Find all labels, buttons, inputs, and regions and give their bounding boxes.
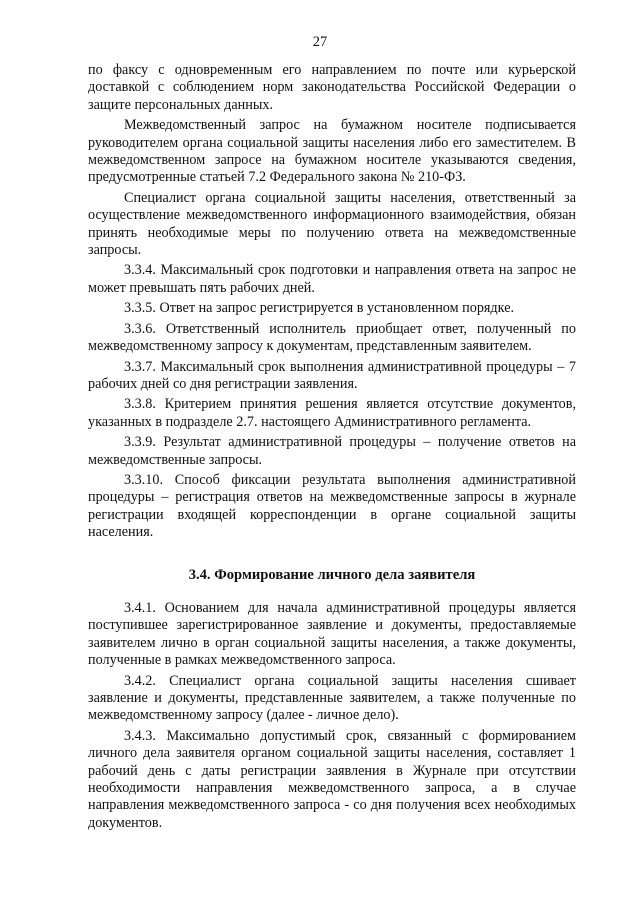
paragraph: по факсу с одновременным его направлением по почте или курьерской доставкой с соблюдением норм законодательства Российской Федерации о защите персональных данных. <box>88 62 576 113</box>
body-text-bottom <box>88 600 576 835</box>
paragraph-3-3-9: 3.3.9. Результат административной процедуры – получение ответов на межведомственные запросы. <box>88 434 576 468</box>
page-number: 27 <box>312 34 328 50</box>
section-title: 3.4. Формирование личного дела заявителя <box>188 567 476 583</box>
paragraph-3-3-5: 3.3.5. Ответ на запрос регистрируется в установленном порядке. <box>124 300 515 317</box>
paragraph-3-3-7: 3.3.7. Максимальный срок выполнения административной процедуры – 7 рабочих дней со дня регистрации заявления. <box>88 358 576 392</box>
paragraph-3-3-8: 3.3.8. Критерием принятия решения является отсутствие документов, указанных в подразделе 2.7. настоящего Административного регламента. <box>88 396 576 430</box>
paragraph-3-3-6: 3.3.6. Ответственный исполнитель приобщает ответ, полученный по межведомственному запросу к документам, представленным заявителем. <box>88 320 576 355</box>
paragraph-3-3-4: 3.3.4. Максимальный срок подготовки и направления ответа на запрос не может превышать пять рабочих дней. <box>88 262 576 296</box>
paragraph-3-4-1: 3.4.1. Основанием для начала административной процедуры является поступившее зарегистрированное заявление и документы, предоставляемые заявителем лично в орган социальной защиты населения, а также документы, полученные в рамках межведомственного запроса. <box>88 600 576 669</box>
paragraph: Межведомственный запрос на бумажном носителе подписывается руководителем органа социальной защиты населения либо его заместителем. В межведомственном запросе на бумажном носителе указываются сведения, предусмотренные статьей 7.2 Федерального закона № 210-ФЗ. <box>88 117 576 186</box>
paragraph-3-3-10: 3.3.10. Способ фиксации результата выполнения административной процедуры – регистрация ответов на межведомственные запросы в журнале регистрации входящей корреспонденции в органе социальной защиты населения. <box>88 471 576 541</box>
paragraph-3-4-2: 3.4.2. Специалист органа социальной защиты населения сшивает заявление и документы, представленные заявителем, а также полученные по межведомственному запросу (далее - личное дело). <box>88 672 576 724</box>
paragraph: Специалист органа социальной защиты населения, ответственный за осуществление межведомственного информационного взаимодействия, обязан принять необходимые меры по получению ответа на межведомственные запросы. <box>88 189 576 259</box>
paragraph-3-4-3: 3.4.3. Максимально допустимый срок, связанный с формированием личного дела заявителя органом социальной защиты населения, составляет 1 рабочий день с даты регистрации заявления в Журнале при отсутствии необходимости направления межведомственного запроса, а в случае направления межведомственного запроса - со дня получения всех необходимых документов. <box>88 727 576 831</box>
body-text-top <box>88 62 576 545</box>
